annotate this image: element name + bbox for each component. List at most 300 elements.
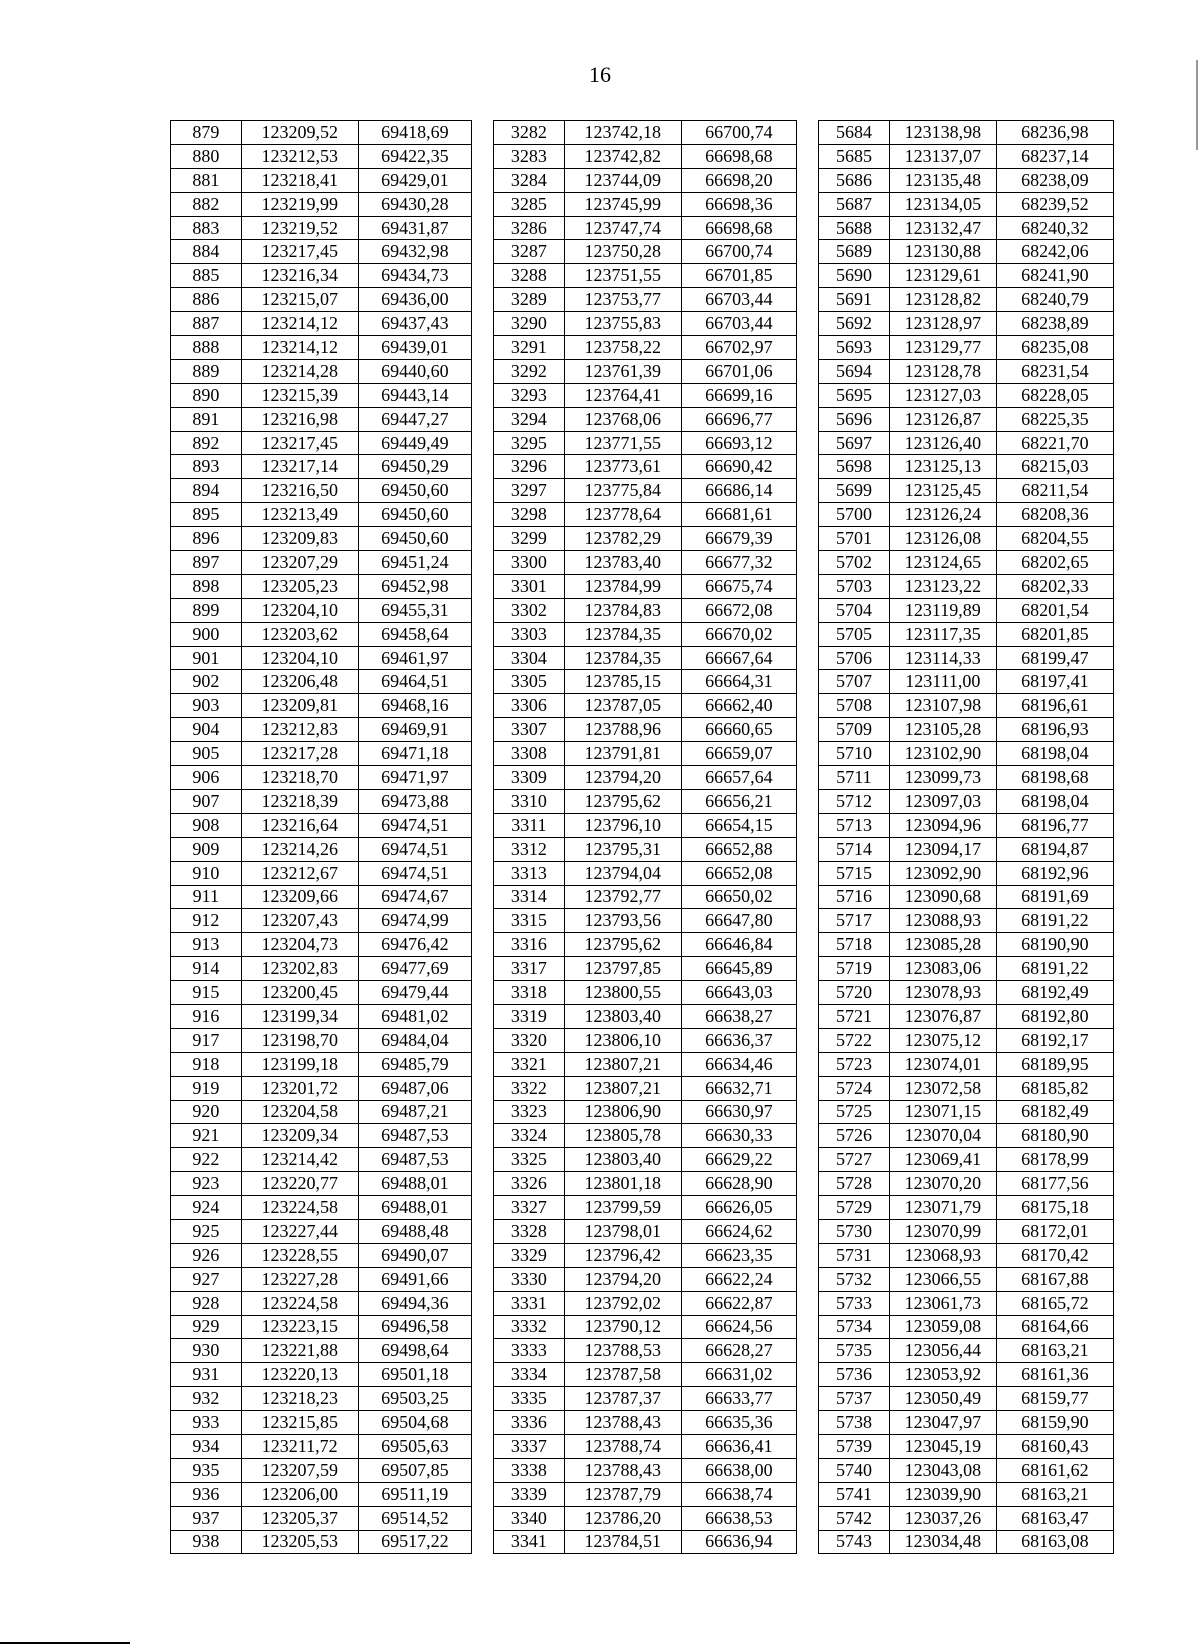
cell-b-n: 3299 bbox=[494, 527, 565, 551]
cell-c-x: 123111,00 bbox=[889, 670, 996, 694]
cell-b-x: 123788,53 bbox=[564, 1339, 681, 1363]
cell-a-n: 909 bbox=[171, 837, 242, 861]
column-gap bbox=[471, 336, 493, 360]
table-row bbox=[171, 1219, 1114, 1243]
cell-b-x: 123792,02 bbox=[564, 1291, 681, 1315]
column-gap bbox=[471, 121, 493, 145]
cell-a-n: 936 bbox=[171, 1482, 242, 1506]
table-row bbox=[171, 336, 1114, 360]
column-gap bbox=[796, 1339, 818, 1363]
cell-a-x: 123205,37 bbox=[241, 1506, 358, 1530]
cell-c-n: 5742 bbox=[819, 1506, 890, 1530]
cell-a-n: 931 bbox=[171, 1363, 242, 1387]
cell-b-n: 3305 bbox=[494, 670, 565, 694]
cell-c-y: 68201,85 bbox=[996, 622, 1113, 646]
cell-b-x: 123785,15 bbox=[564, 670, 681, 694]
cell-a-x: 123220,13 bbox=[241, 1363, 358, 1387]
cell-a-n: 911 bbox=[171, 885, 242, 909]
cell-c-x: 123126,08 bbox=[889, 527, 996, 551]
cell-b-x: 123775,84 bbox=[564, 479, 681, 503]
cell-b-x: 123798,01 bbox=[564, 1219, 681, 1243]
cell-b-x: 123783,40 bbox=[564, 551, 681, 575]
cell-a-y: 69487,21 bbox=[358, 1100, 471, 1124]
column-gap bbox=[471, 359, 493, 383]
cell-c-n: 5728 bbox=[819, 1172, 890, 1196]
cell-b-n: 3323 bbox=[494, 1100, 565, 1124]
cell-a-x: 123219,99 bbox=[241, 192, 358, 216]
cell-b-x: 123773,61 bbox=[564, 455, 681, 479]
column-gap bbox=[796, 240, 818, 264]
cell-c-y: 68164,66 bbox=[996, 1315, 1113, 1339]
cell-b-x: 123742,82 bbox=[564, 144, 681, 168]
column-gap bbox=[796, 431, 818, 455]
cell-a-y: 69487,53 bbox=[358, 1148, 471, 1172]
cell-a-y: 69434,73 bbox=[358, 264, 471, 288]
cell-a-y: 69488,01 bbox=[358, 1196, 471, 1220]
cell-c-n: 5695 bbox=[819, 383, 890, 407]
table-row bbox=[171, 1291, 1114, 1315]
cell-a-n: 917 bbox=[171, 1028, 242, 1052]
cell-c-x: 123074,01 bbox=[889, 1052, 996, 1076]
cell-a-x: 123215,07 bbox=[241, 288, 358, 312]
cell-b-n: 3314 bbox=[494, 885, 565, 909]
cell-b-n: 3302 bbox=[494, 598, 565, 622]
cell-c-y: 68197,41 bbox=[996, 670, 1113, 694]
cell-c-y: 68159,90 bbox=[996, 1411, 1113, 1435]
cell-b-x: 123806,10 bbox=[564, 1028, 681, 1052]
cell-a-x: 123217,28 bbox=[241, 742, 358, 766]
column-gap bbox=[471, 479, 493, 503]
column-gap bbox=[471, 861, 493, 885]
table-row bbox=[171, 144, 1114, 168]
cell-c-x: 123137,07 bbox=[889, 144, 996, 168]
cell-b-x: 123788,43 bbox=[564, 1411, 681, 1435]
table-row bbox=[171, 646, 1114, 670]
table-row bbox=[171, 1363, 1114, 1387]
cell-a-n: 892 bbox=[171, 431, 242, 455]
cell-b-x: 123784,83 bbox=[564, 598, 681, 622]
column-gap bbox=[471, 1004, 493, 1028]
cell-a-x: 123217,14 bbox=[241, 455, 358, 479]
column-gap bbox=[796, 1411, 818, 1435]
cell-c-y: 68160,43 bbox=[996, 1434, 1113, 1458]
cell-c-n: 5693 bbox=[819, 336, 890, 360]
cell-b-y: 66667,64 bbox=[681, 646, 796, 670]
cell-c-x: 123128,97 bbox=[889, 312, 996, 336]
column-gap bbox=[471, 885, 493, 909]
cell-c-x: 123102,90 bbox=[889, 742, 996, 766]
cell-a-n: 930 bbox=[171, 1339, 242, 1363]
column-gap bbox=[471, 957, 493, 981]
cell-a-y: 69431,87 bbox=[358, 216, 471, 240]
cell-b-x: 123751,55 bbox=[564, 264, 681, 288]
cell-b-x: 123795,31 bbox=[564, 837, 681, 861]
cell-b-y: 66632,71 bbox=[681, 1076, 796, 1100]
cell-a-y: 69450,60 bbox=[358, 527, 471, 551]
column-gap bbox=[471, 670, 493, 694]
cell-b-n: 3307 bbox=[494, 718, 565, 742]
cell-b-n: 3293 bbox=[494, 383, 565, 407]
cell-c-x: 123068,93 bbox=[889, 1243, 996, 1267]
cell-a-y: 69439,01 bbox=[358, 336, 471, 360]
cell-c-y: 68239,52 bbox=[996, 192, 1113, 216]
table-row bbox=[171, 383, 1114, 407]
column-gap bbox=[471, 1434, 493, 1458]
column-gap bbox=[796, 1506, 818, 1530]
cell-a-y: 69455,31 bbox=[358, 598, 471, 622]
cell-c-n: 5729 bbox=[819, 1196, 890, 1220]
cell-a-x: 123218,23 bbox=[241, 1387, 358, 1411]
cell-b-n: 3286 bbox=[494, 216, 565, 240]
table-row bbox=[171, 1172, 1114, 1196]
cell-c-y: 68190,90 bbox=[996, 933, 1113, 957]
cell-c-x: 123037,26 bbox=[889, 1506, 996, 1530]
cell-a-n: 905 bbox=[171, 742, 242, 766]
cell-b-y: 66634,46 bbox=[681, 1052, 796, 1076]
table-row bbox=[171, 168, 1114, 192]
column-gap bbox=[796, 407, 818, 431]
cell-c-y: 68225,35 bbox=[996, 407, 1113, 431]
cell-a-y: 69422,35 bbox=[358, 144, 471, 168]
cell-c-n: 5707 bbox=[819, 670, 890, 694]
cell-b-n: 3329 bbox=[494, 1243, 565, 1267]
cell-b-y: 66643,03 bbox=[681, 981, 796, 1005]
table-row bbox=[171, 1506, 1114, 1530]
column-gap bbox=[471, 168, 493, 192]
cell-b-x: 123771,55 bbox=[564, 431, 681, 455]
cell-a-x: 123204,10 bbox=[241, 646, 358, 670]
cell-c-x: 123117,35 bbox=[889, 622, 996, 646]
table-row bbox=[171, 574, 1114, 598]
cell-b-n: 3327 bbox=[494, 1196, 565, 1220]
cell-b-x: 123796,42 bbox=[564, 1243, 681, 1267]
column-gap bbox=[796, 885, 818, 909]
cell-c-x: 123056,44 bbox=[889, 1339, 996, 1363]
table-row bbox=[171, 431, 1114, 455]
table-row bbox=[171, 957, 1114, 981]
cell-a-n: 883 bbox=[171, 216, 242, 240]
cell-c-y: 68165,72 bbox=[996, 1291, 1113, 1315]
cell-a-n: 900 bbox=[171, 622, 242, 646]
cell-c-n: 5712 bbox=[819, 789, 890, 813]
cell-c-x: 123130,88 bbox=[889, 240, 996, 264]
cell-c-x: 123090,68 bbox=[889, 885, 996, 909]
cell-c-x: 123071,79 bbox=[889, 1196, 996, 1220]
cell-c-x: 123083,06 bbox=[889, 957, 996, 981]
column-gap bbox=[471, 1411, 493, 1435]
cell-c-y: 68163,47 bbox=[996, 1506, 1113, 1530]
cell-c-x: 123126,24 bbox=[889, 503, 996, 527]
cell-b-y: 66698,36 bbox=[681, 192, 796, 216]
cell-c-x: 123085,28 bbox=[889, 933, 996, 957]
cell-c-x: 123135,48 bbox=[889, 168, 996, 192]
cell-c-x: 123034,48 bbox=[889, 1530, 996, 1554]
column-gap bbox=[796, 646, 818, 670]
cell-c-x: 123123,22 bbox=[889, 574, 996, 598]
cell-b-n: 3309 bbox=[494, 766, 565, 790]
column-gap bbox=[796, 1172, 818, 1196]
cell-b-n: 3294 bbox=[494, 407, 565, 431]
cell-a-n: 918 bbox=[171, 1052, 242, 1076]
cell-a-x: 123224,58 bbox=[241, 1196, 358, 1220]
cell-b-n: 3282 bbox=[494, 121, 565, 145]
cell-c-x: 123059,08 bbox=[889, 1315, 996, 1339]
cell-c-y: 68192,80 bbox=[996, 1004, 1113, 1028]
cell-a-x: 123214,26 bbox=[241, 837, 358, 861]
cell-c-n: 5697 bbox=[819, 431, 890, 455]
column-gap bbox=[796, 1243, 818, 1267]
cell-a-n: 928 bbox=[171, 1291, 242, 1315]
column-gap bbox=[796, 1387, 818, 1411]
cell-c-y: 68238,89 bbox=[996, 312, 1113, 336]
cell-b-y: 66628,90 bbox=[681, 1172, 796, 1196]
cell-a-n: 906 bbox=[171, 766, 242, 790]
cell-b-n: 3315 bbox=[494, 909, 565, 933]
cell-c-y: 68198,04 bbox=[996, 789, 1113, 813]
column-gap bbox=[796, 503, 818, 527]
column-gap bbox=[471, 718, 493, 742]
cell-b-y: 66679,39 bbox=[681, 527, 796, 551]
cell-a-n: 921 bbox=[171, 1124, 242, 1148]
cell-c-n: 5734 bbox=[819, 1315, 890, 1339]
cell-c-n: 5719 bbox=[819, 957, 890, 981]
cell-a-y: 69436,00 bbox=[358, 288, 471, 312]
cell-a-y: 69496,58 bbox=[358, 1315, 471, 1339]
cell-b-n: 3331 bbox=[494, 1291, 565, 1315]
cell-c-y: 68167,88 bbox=[996, 1267, 1113, 1291]
table-row bbox=[171, 121, 1114, 145]
cell-a-x: 123218,41 bbox=[241, 168, 358, 192]
cell-a-x: 123203,62 bbox=[241, 622, 358, 646]
cell-a-n: 887 bbox=[171, 312, 242, 336]
column-gap bbox=[796, 1076, 818, 1100]
cell-c-n: 5743 bbox=[819, 1530, 890, 1554]
table-row bbox=[171, 885, 1114, 909]
cell-b-y: 66652,08 bbox=[681, 861, 796, 885]
column-gap bbox=[796, 766, 818, 790]
cell-c-y: 68172,01 bbox=[996, 1219, 1113, 1243]
cell-c-n: 5716 bbox=[819, 885, 890, 909]
cell-c-y: 68231,54 bbox=[996, 359, 1113, 383]
cell-b-n: 3292 bbox=[494, 359, 565, 383]
column-gap bbox=[471, 1100, 493, 1124]
cell-c-x: 123070,04 bbox=[889, 1124, 996, 1148]
column-gap bbox=[796, 861, 818, 885]
cell-c-y: 68237,14 bbox=[996, 144, 1113, 168]
column-gap bbox=[471, 383, 493, 407]
column-gap bbox=[796, 288, 818, 312]
cell-a-y: 69461,97 bbox=[358, 646, 471, 670]
cell-c-y: 68215,03 bbox=[996, 455, 1113, 479]
cell-c-x: 123045,19 bbox=[889, 1434, 996, 1458]
cell-a-x: 123227,28 bbox=[241, 1267, 358, 1291]
cell-b-x: 123788,96 bbox=[564, 718, 681, 742]
cell-a-n: 908 bbox=[171, 813, 242, 837]
cell-c-n: 5739 bbox=[819, 1434, 890, 1458]
cell-c-n: 5717 bbox=[819, 909, 890, 933]
cell-b-x: 123795,62 bbox=[564, 933, 681, 957]
cell-c-x: 123097,03 bbox=[889, 789, 996, 813]
cell-c-n: 5689 bbox=[819, 240, 890, 264]
cell-b-n: 3337 bbox=[494, 1434, 565, 1458]
table-row bbox=[171, 503, 1114, 527]
cell-a-n: 935 bbox=[171, 1458, 242, 1482]
table-row bbox=[171, 1387, 1114, 1411]
cell-b-x: 123797,85 bbox=[564, 957, 681, 981]
cell-a-y: 69468,16 bbox=[358, 694, 471, 718]
cell-b-y: 66638,74 bbox=[681, 1482, 796, 1506]
table-row bbox=[171, 1076, 1114, 1100]
cell-a-n: 896 bbox=[171, 527, 242, 551]
cell-a-y: 69443,14 bbox=[358, 383, 471, 407]
cell-b-n: 3340 bbox=[494, 1506, 565, 1530]
cell-b-x: 123784,35 bbox=[564, 646, 681, 670]
cell-a-x: 123212,53 bbox=[241, 144, 358, 168]
cell-a-n: 925 bbox=[171, 1219, 242, 1243]
cell-c-x: 123099,73 bbox=[889, 766, 996, 790]
cell-a-n: 884 bbox=[171, 240, 242, 264]
cell-a-x: 123207,29 bbox=[241, 551, 358, 575]
cell-b-x: 123787,79 bbox=[564, 1482, 681, 1506]
cell-c-n: 5724 bbox=[819, 1076, 890, 1100]
cell-a-n: 915 bbox=[171, 981, 242, 1005]
column-gap bbox=[796, 1315, 818, 1339]
cell-b-y: 66703,44 bbox=[681, 288, 796, 312]
cell-a-x: 123206,00 bbox=[241, 1482, 358, 1506]
table-row bbox=[171, 407, 1114, 431]
cell-a-x: 123211,72 bbox=[241, 1434, 358, 1458]
cell-c-y: 68163,21 bbox=[996, 1482, 1113, 1506]
cell-a-n: 902 bbox=[171, 670, 242, 694]
table-row bbox=[171, 479, 1114, 503]
cell-a-y: 69469,91 bbox=[358, 718, 471, 742]
cell-a-x: 123224,58 bbox=[241, 1291, 358, 1315]
cell-a-x: 123212,83 bbox=[241, 718, 358, 742]
column-gap bbox=[796, 1291, 818, 1315]
column-gap bbox=[796, 216, 818, 240]
cell-a-y: 69481,02 bbox=[358, 1004, 471, 1028]
cell-a-x: 123201,72 bbox=[241, 1076, 358, 1100]
cell-b-y: 66626,05 bbox=[681, 1196, 796, 1220]
cell-a-x: 123204,10 bbox=[241, 598, 358, 622]
cell-c-y: 68180,90 bbox=[996, 1124, 1113, 1148]
table-row bbox=[171, 933, 1114, 957]
cell-a-x: 123205,23 bbox=[241, 574, 358, 598]
cell-b-y: 66677,32 bbox=[681, 551, 796, 575]
cell-a-n: 888 bbox=[171, 336, 242, 360]
cell-c-y: 68161,62 bbox=[996, 1458, 1113, 1482]
cell-a-n: 919 bbox=[171, 1076, 242, 1100]
column-gap bbox=[471, 1506, 493, 1530]
column-gap bbox=[471, 1339, 493, 1363]
column-gap bbox=[796, 742, 818, 766]
cell-a-x: 123209,34 bbox=[241, 1124, 358, 1148]
column-gap bbox=[796, 574, 818, 598]
cell-b-x: 123784,99 bbox=[564, 574, 681, 598]
column-gap bbox=[471, 431, 493, 455]
table-row bbox=[171, 1052, 1114, 1076]
cell-c-y: 68202,33 bbox=[996, 574, 1113, 598]
cell-a-x: 123215,39 bbox=[241, 383, 358, 407]
cell-a-x: 123218,39 bbox=[241, 789, 358, 813]
column-gap bbox=[796, 1434, 818, 1458]
cell-c-n: 5692 bbox=[819, 312, 890, 336]
cell-b-x: 123784,51 bbox=[564, 1530, 681, 1554]
cell-a-y: 69471,18 bbox=[358, 742, 471, 766]
cell-b-y: 66638,53 bbox=[681, 1506, 796, 1530]
cell-a-x: 123214,28 bbox=[241, 359, 358, 383]
cell-c-n: 5687 bbox=[819, 192, 890, 216]
cell-b-x: 123800,55 bbox=[564, 981, 681, 1005]
cell-c-n: 5713 bbox=[819, 813, 890, 837]
cell-a-y: 69487,06 bbox=[358, 1076, 471, 1100]
cell-c-y: 68235,08 bbox=[996, 336, 1113, 360]
cell-c-n: 5696 bbox=[819, 407, 890, 431]
cell-a-x: 123199,18 bbox=[241, 1052, 358, 1076]
cell-b-y: 66622,24 bbox=[681, 1267, 796, 1291]
cell-b-y: 66701,85 bbox=[681, 264, 796, 288]
column-gap bbox=[471, 1482, 493, 1506]
cell-c-x: 123105,28 bbox=[889, 718, 996, 742]
cell-b-n: 3298 bbox=[494, 503, 565, 527]
cell-b-n: 3326 bbox=[494, 1172, 565, 1196]
cell-c-y: 68240,32 bbox=[996, 216, 1113, 240]
cell-a-n: 897 bbox=[171, 551, 242, 575]
cell-a-y: 69437,43 bbox=[358, 312, 471, 336]
cell-b-n: 3290 bbox=[494, 312, 565, 336]
table-body bbox=[171, 121, 1114, 1554]
cell-c-n: 5723 bbox=[819, 1052, 890, 1076]
cell-c-n: 5700 bbox=[819, 503, 890, 527]
column-gap bbox=[796, 622, 818, 646]
cell-b-y: 66630,97 bbox=[681, 1100, 796, 1124]
cell-a-y: 69432,98 bbox=[358, 240, 471, 264]
column-gap bbox=[471, 1172, 493, 1196]
column-gap bbox=[796, 1052, 818, 1076]
column-gap bbox=[471, 933, 493, 957]
cell-c-n: 5688 bbox=[819, 216, 890, 240]
cell-a-x: 123204,73 bbox=[241, 933, 358, 957]
column-gap bbox=[471, 742, 493, 766]
column-gap bbox=[471, 1052, 493, 1076]
page-number: 16 bbox=[589, 62, 611, 87]
table-row bbox=[171, 909, 1114, 933]
cell-a-n: 922 bbox=[171, 1148, 242, 1172]
cell-b-n: 3317 bbox=[494, 957, 565, 981]
cell-b-x: 123801,18 bbox=[564, 1172, 681, 1196]
cell-b-x: 123803,40 bbox=[564, 1148, 681, 1172]
cell-b-n: 3322 bbox=[494, 1076, 565, 1100]
table-row bbox=[171, 1434, 1114, 1458]
cell-b-y: 66647,80 bbox=[681, 909, 796, 933]
cell-c-y: 68198,68 bbox=[996, 766, 1113, 790]
cell-a-n: 938 bbox=[171, 1530, 242, 1554]
cell-c-x: 123076,87 bbox=[889, 1004, 996, 1028]
table-row bbox=[171, 718, 1114, 742]
cell-b-y: 66636,41 bbox=[681, 1434, 796, 1458]
cell-a-x: 123200,45 bbox=[241, 981, 358, 1005]
cell-b-y: 66662,40 bbox=[681, 694, 796, 718]
cell-b-x: 123750,28 bbox=[564, 240, 681, 264]
column-gap bbox=[796, 933, 818, 957]
column-gap bbox=[796, 1530, 818, 1554]
cell-c-y: 68177,56 bbox=[996, 1172, 1113, 1196]
cell-c-y: 68191,22 bbox=[996, 909, 1113, 933]
column-gap bbox=[471, 407, 493, 431]
cell-c-n: 5720 bbox=[819, 981, 890, 1005]
column-gap bbox=[796, 1004, 818, 1028]
cell-b-x: 123803,40 bbox=[564, 1004, 681, 1028]
